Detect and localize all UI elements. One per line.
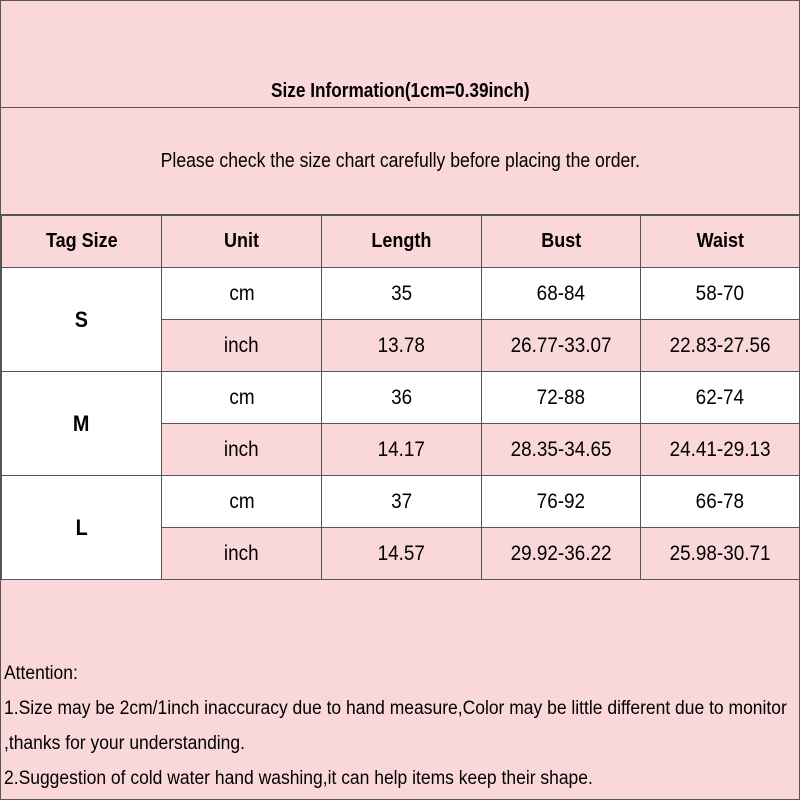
tag-size-cell: M (2, 372, 162, 476)
attention-line: 1.Size may be 2cm/1inch inaccuracy due to hand measure,Color may be little different due to monitor (4, 698, 787, 719)
length-cell: 14.17 (322, 424, 482, 476)
length-cell: 35 (322, 268, 482, 320)
waist-cell: 22.83-27.56 (641, 320, 800, 372)
length-cell: 14.57 (322, 528, 482, 580)
table-row (2, 476, 800, 528)
waist-cell: 25.98-30.71 (641, 528, 800, 580)
unit-cell: cm (162, 476, 322, 528)
waist-cell: 58-70 (641, 268, 800, 320)
length-cell: 37 (322, 476, 482, 528)
header-unit: Unit (162, 216, 322, 268)
header-bust: Bust (482, 216, 641, 268)
table-row (2, 268, 800, 320)
title-banner (1, 1, 799, 108)
size-chart-notice: Please check the size chart carefully before placing the order. (160, 149, 640, 172)
attention-heading: Attention: (4, 663, 78, 684)
length-cell: 13.78 (322, 320, 482, 372)
bust-cell: 68-84 (482, 268, 641, 320)
unit-cell: cm (162, 372, 322, 424)
length-cell: 36 (322, 372, 482, 424)
table-row (2, 372, 800, 424)
tag-size-cell: S (2, 268, 162, 372)
bust-cell: 29.92-36.22 (482, 528, 641, 580)
header-waist: Waist (641, 216, 800, 268)
attention-line: 2.Suggestion of cold water hand washing,it can help items keep their shape. (4, 768, 593, 789)
unit-cell: inch (162, 424, 322, 476)
unit-cell: inch (162, 320, 322, 372)
bust-cell: 72-88 (482, 372, 641, 424)
notice-banner (1, 108, 799, 215)
bust-cell: 28.35-34.65 (482, 424, 641, 476)
attention-notes (4, 656, 794, 796)
size-table (1, 215, 800, 580)
header-tag-size: Tag Size (2, 216, 162, 268)
waist-cell: 62-74 (641, 372, 800, 424)
unit-cell: cm (162, 268, 322, 320)
attention-line: ,thanks for your understanding. (4, 733, 245, 754)
unit-cell: inch (162, 528, 322, 580)
bust-cell: 76-92 (482, 476, 641, 528)
waist-cell: 24.41-29.13 (641, 424, 800, 476)
tag-size-cell: L (2, 476, 162, 580)
header-row (2, 216, 800, 268)
bust-cell: 26.77-33.07 (482, 320, 641, 372)
waist-cell: 66-78 (641, 476, 800, 528)
size-chart-title: Size Information(1cm=0.39inch) (270, 80, 530, 102)
header-length: Length (322, 216, 482, 268)
